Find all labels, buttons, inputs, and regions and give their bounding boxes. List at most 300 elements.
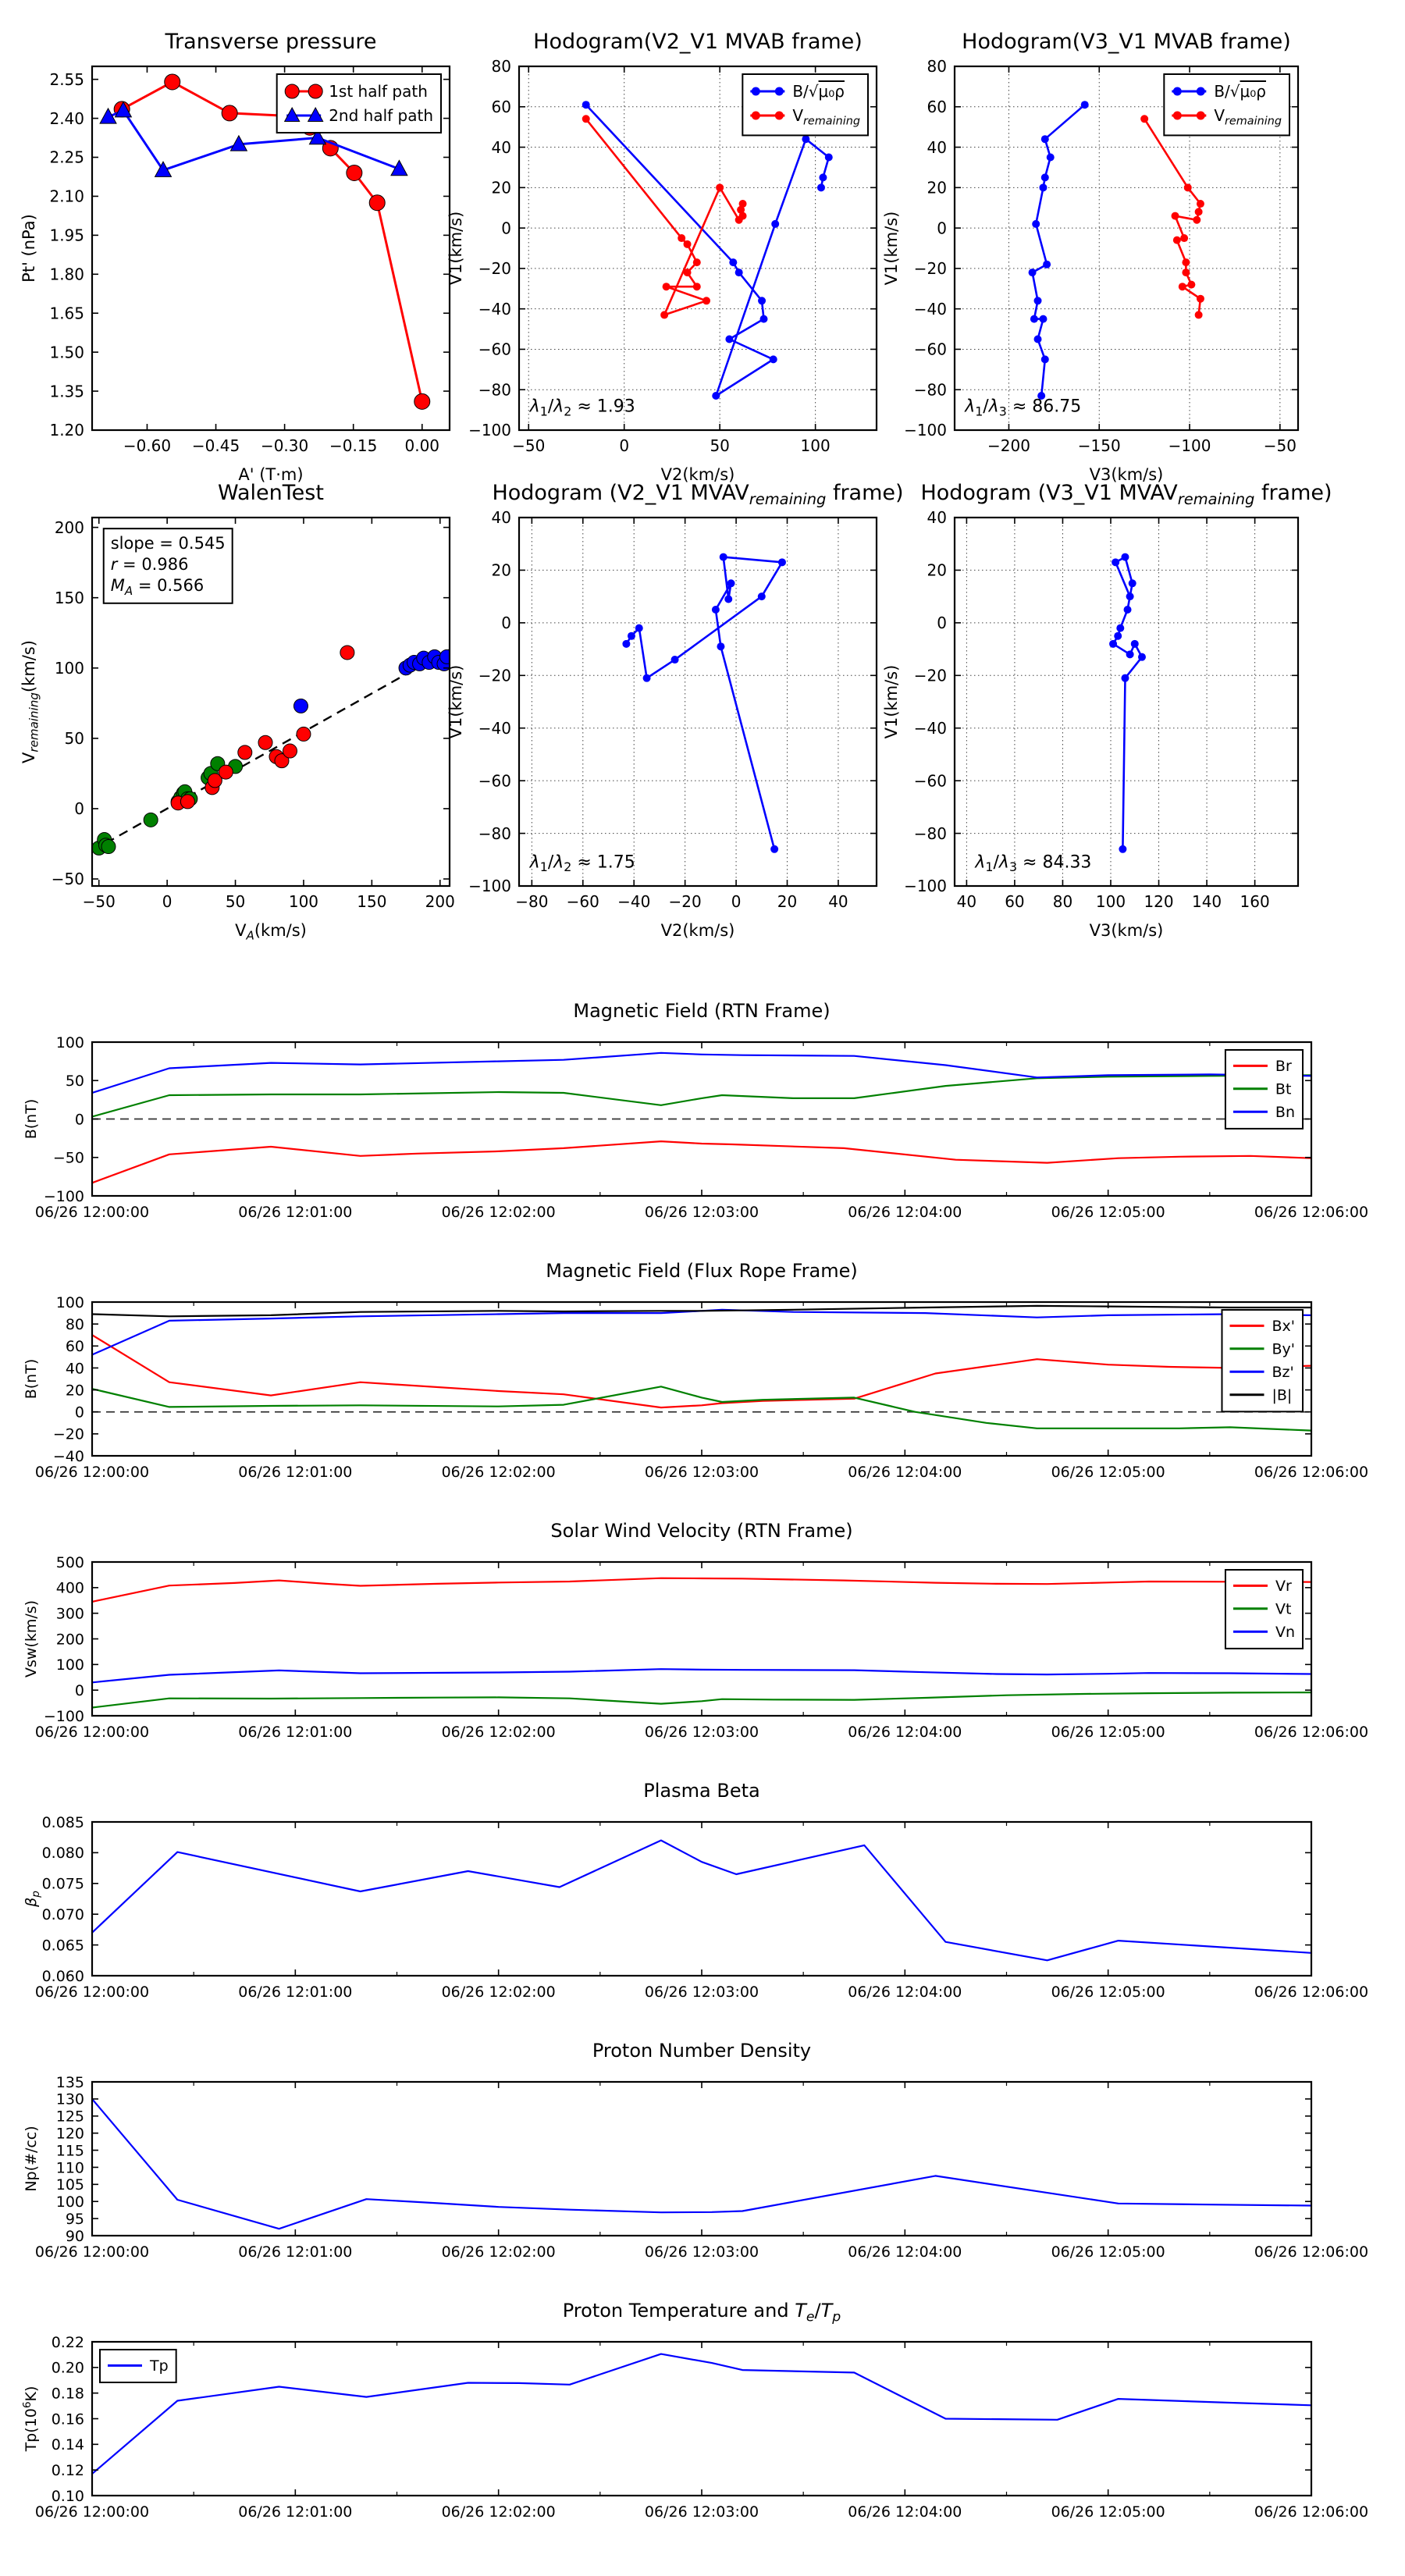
point-marker	[678, 234, 685, 242]
y-tick-label: 40	[927, 137, 947, 157]
point-marker	[752, 87, 760, 96]
point-marker	[1184, 183, 1192, 191]
y-tick-label: 90	[65, 2227, 84, 2245]
point-marker	[1034, 297, 1042, 304]
legend-label: Bt	[1275, 1080, 1292, 1098]
point-marker	[825, 154, 833, 162]
point-marker	[347, 165, 362, 180]
y-tick-label: −100	[468, 421, 511, 440]
y-tick-label: −100	[904, 421, 947, 440]
point-marker	[1131, 640, 1139, 648]
y-axis-label: V1(km/s)	[446, 664, 465, 739]
legend-label: Tp	[150, 2357, 169, 2375]
y-tick-label: 0.18	[51, 2385, 84, 2403]
x-tick-label: 06/26 12:01:00	[238, 2243, 353, 2261]
point-marker	[1172, 212, 1179, 220]
y-tick-label: −80	[913, 380, 947, 400]
legend-label: 1st half path	[329, 82, 428, 101]
point-marker	[1197, 200, 1204, 208]
y-tick-label: 0	[937, 614, 947, 633]
y-axis-label: B(nT)	[23, 1098, 40, 1140]
point-marker	[684, 240, 692, 248]
y-tick-label: −100	[43, 1187, 84, 1205]
chart-title: Proton Temperature and $T_e/T_p$	[562, 2300, 841, 2325]
point-marker	[1173, 87, 1182, 96]
point-marker	[693, 258, 701, 266]
point-marker	[219, 765, 233, 779]
point-marker	[582, 101, 590, 109]
y-tick-label: 0	[74, 799, 84, 819]
point-marker	[1140, 115, 1148, 123]
point-marker	[684, 269, 692, 276]
x-tick-label: −20	[668, 892, 702, 911]
x-tick-label: 06/26 12:06:00	[1254, 1204, 1369, 1221]
x-tick-label: 06/26 12:03:00	[644, 1204, 759, 1221]
chart-title: Plasma Beta	[643, 1780, 760, 1802]
x-tick-label: 06/26 12:01:00	[238, 1204, 353, 1221]
point-marker	[1047, 154, 1055, 162]
y-tick-label: 20	[927, 560, 947, 580]
chart-title: Solar Wind Velocity (RTN Frame)	[550, 1520, 853, 1542]
point-marker	[712, 606, 720, 614]
point-marker	[1197, 112, 1205, 120]
point-marker	[1173, 237, 1181, 244]
y-tick-label: −60	[913, 340, 947, 359]
x-tick-label: 06/26 12:06:00	[1254, 2243, 1369, 2261]
y-tick-label: 0.20	[51, 2359, 84, 2377]
chart-title: Hodogram (V2_V1 $MVAV_{remaining}$ frame)	[492, 481, 904, 508]
point-marker	[758, 297, 766, 304]
point-marker	[628, 632, 635, 640]
point-marker	[1187, 281, 1195, 289]
legend-label: Br	[1275, 1058, 1292, 1075]
point-marker	[1116, 624, 1124, 632]
point-marker	[752, 112, 760, 120]
y-tick-label: 0	[74, 1404, 84, 1421]
point-marker	[716, 183, 724, 191]
point-marker	[1121, 553, 1129, 561]
y-tick-label: 200	[54, 518, 84, 537]
x-tick-label: 06/26 12:01:00	[238, 2503, 353, 2521]
x-tick-label: 06/26 12:00:00	[34, 1464, 150, 1481]
y-tick-label: 20	[65, 1382, 84, 1400]
point-marker	[1029, 269, 1037, 276]
y-tick-label: 60	[65, 1338, 84, 1356]
x-tick-label: 06/26 12:03:00	[644, 1724, 759, 1741]
y-axis-label: $\beta_p$	[23, 1891, 43, 1907]
x-tick-label: −50	[512, 436, 546, 455]
point-marker	[1032, 220, 1040, 228]
y-tick-label: −20	[478, 259, 511, 279]
legend-label: $V_{remaining}$	[792, 106, 860, 128]
y-tick-label: 1.35	[49, 382, 84, 401]
x-tick-label: 0	[731, 892, 742, 911]
legend	[277, 74, 441, 133]
x-tick-label: 50	[710, 436, 730, 455]
y-tick-label: −80	[913, 824, 947, 843]
y-tick-label: 115	[55, 2142, 84, 2160]
point-marker	[1109, 640, 1117, 648]
x-tick-label: −80	[515, 892, 549, 911]
point-marker	[729, 258, 737, 266]
y-tick-label: 1.20	[49, 421, 84, 440]
x-tick-label: −40	[617, 892, 651, 911]
y-tick-label: 110	[55, 2159, 84, 2177]
point-marker	[802, 135, 809, 143]
point-marker	[1034, 336, 1042, 343]
legend	[1164, 74, 1289, 135]
point-marker	[1041, 173, 1049, 181]
annotation: $\lambda_1/\lambda_2 \approx 1.75$	[529, 852, 635, 875]
point-marker	[635, 624, 643, 632]
point-marker	[1039, 315, 1047, 323]
point-marker	[1138, 653, 1146, 661]
y-tick-label: 0	[74, 1682, 84, 1700]
point-marker	[1114, 632, 1122, 640]
point-marker	[720, 553, 727, 561]
y-tick-label: −100	[43, 1707, 84, 1725]
legend-label: Bz'	[1272, 1363, 1294, 1381]
x-tick-label: 140	[1191, 892, 1222, 911]
point-marker	[1112, 558, 1119, 566]
x-tick-label: 06/26 12:04:00	[848, 2503, 962, 2521]
x-tick-label: 0.00	[404, 436, 440, 455]
x-tick-label: −0.60	[123, 436, 172, 455]
y-tick-label: −60	[478, 340, 511, 359]
x-tick-label: 100	[288, 892, 319, 911]
point-marker	[727, 579, 735, 587]
stats-box	[104, 528, 233, 603]
x-tick-label: 06/26 12:05:00	[1051, 2503, 1165, 2521]
x-tick-label: 20	[777, 892, 798, 911]
point-marker	[1126, 592, 1134, 600]
y-tick-label: −20	[52, 1425, 84, 1443]
y-axis-label: Np(#/cc)	[23, 2126, 40, 2192]
point-marker	[1179, 283, 1186, 290]
x-tick-label: 06/26 12:02:00	[441, 1464, 556, 1481]
x-axis-label: V2(km/s)	[660, 921, 735, 940]
x-tick-label: 06/26 12:03:00	[644, 2243, 759, 2261]
point-marker	[340, 646, 354, 660]
x-tick-label: 06/26 12:02:00	[441, 1984, 556, 2001]
point-marker	[1041, 355, 1049, 363]
y-tick-label: 300	[55, 1605, 84, 1623]
point-marker	[222, 105, 237, 121]
y-axis-label: Vsw(km/s)	[23, 1599, 40, 1678]
chart-title: Magnetic Field (RTN Frame)	[573, 1000, 831, 1022]
y-tick-label: −40	[913, 299, 947, 318]
x-tick-label: 06/26 12:00:00	[34, 1984, 150, 2001]
point-marker	[1180, 234, 1188, 242]
point-marker	[771, 220, 779, 228]
y-tick-label: −40	[478, 718, 511, 738]
point-marker	[819, 173, 827, 181]
x-tick-label: 06/26 12:04:00	[848, 1464, 962, 1481]
y-tick-label: 95	[65, 2210, 84, 2228]
y-tick-label: 1.95	[49, 226, 84, 245]
y-tick-label: −20	[913, 666, 947, 685]
y-tick-label: 0	[74, 1111, 84, 1129]
x-tick-label: −50	[82, 892, 116, 911]
x-tick-label: 06/26 12:00:00	[34, 1724, 150, 1741]
x-tick-label: 50	[225, 892, 246, 911]
y-tick-label: 0	[501, 614, 511, 633]
x-tick-label: −0.15	[329, 436, 378, 455]
point-marker	[739, 200, 747, 208]
y-tick-label: 40	[491, 508, 511, 528]
point-marker	[775, 87, 784, 96]
point-marker	[180, 795, 194, 809]
y-axis-label: $Tp(10^6K)$	[20, 2386, 40, 2452]
point-marker	[238, 745, 252, 760]
y-tick-label: −60	[478, 771, 511, 791]
x-tick-label: −0.45	[191, 436, 240, 455]
x-axis-label: V3(km/s)	[1089, 465, 1164, 484]
y-tick-label: −40	[913, 718, 947, 738]
y-tick-label: −80	[478, 380, 511, 400]
point-marker	[1182, 258, 1190, 266]
y-tick-label: 100	[55, 2194, 84, 2211]
point-marker	[1039, 183, 1047, 191]
y-tick-label: 150	[54, 588, 84, 607]
point-marker	[712, 392, 720, 400]
point-marker	[770, 845, 778, 853]
x-tick-label: 06/26 12:05:00	[1051, 1724, 1165, 1741]
legend-label: Vt	[1275, 1600, 1292, 1618]
x-tick-label: 06/26 12:03:00	[644, 2503, 759, 2521]
x-tick-label: 06/26 12:03:00	[644, 1464, 759, 1481]
legend-label: Bx'	[1272, 1318, 1295, 1335]
y-tick-label: −60	[913, 771, 947, 791]
point-marker	[817, 183, 825, 191]
point-marker	[1195, 311, 1203, 318]
y-tick-label: 200	[55, 1631, 84, 1649]
y-axis-label: V1(km/s)	[882, 211, 901, 286]
x-tick-label: 06/26 12:06:00	[1254, 2503, 1369, 2521]
point-marker	[144, 813, 158, 827]
x-tick-label: 06/26 12:00:00	[34, 2243, 150, 2261]
point-marker	[770, 355, 777, 363]
chart-title: Magnetic Field (Flux Rope Frame)	[546, 1260, 858, 1282]
stats-line: $M_A = 0.566$	[110, 576, 205, 598]
x-axis-label: V2(km/s)	[660, 465, 735, 484]
point-marker	[582, 115, 590, 123]
x-tick-label: 06/26 12:05:00	[1051, 1984, 1165, 2001]
y-tick-label: 40	[65, 1360, 84, 1378]
y-tick-label: 130	[55, 2090, 84, 2108]
chart-title: Transverse pressure	[165, 30, 377, 54]
point-marker	[1197, 87, 1205, 96]
y-tick-label: 0.16	[51, 2411, 84, 2428]
legend	[1225, 1050, 1303, 1129]
x-tick-label: 150	[357, 892, 387, 911]
point-marker	[1121, 674, 1129, 682]
point-marker	[725, 336, 733, 343]
point-marker	[1126, 650, 1134, 658]
x-tick-label: 40	[956, 892, 977, 911]
point-marker	[285, 84, 299, 98]
y-tick-label: 0.085	[41, 1813, 84, 1831]
point-marker	[1030, 315, 1038, 323]
point-marker	[283, 744, 297, 758]
y-tick-label: 50	[64, 729, 84, 749]
point-marker	[671, 656, 679, 664]
point-marker	[293, 699, 308, 713]
point-marker	[622, 640, 630, 648]
y-tick-label: −20	[913, 259, 947, 279]
y-tick-label: 125	[55, 2108, 84, 2126]
chart-title: Hodogram(V2_V1 MVAB frame)	[533, 30, 863, 54]
x-tick-label: −0.30	[260, 436, 309, 455]
x-tick-label: 160	[1240, 892, 1270, 911]
y-tick-label: 1.50	[49, 343, 84, 362]
y-tick-label: 120	[55, 2125, 84, 2143]
y-tick-label: 50	[65, 1073, 84, 1091]
point-marker	[1195, 208, 1203, 215]
point-marker	[1182, 269, 1190, 276]
legend-label: $V_{remaining}$	[1214, 106, 1282, 128]
point-marker	[778, 558, 786, 566]
x-tick-label: 06/26 12:02:00	[441, 1724, 556, 1741]
chart-title: Hodogram(V3_V1 MVAB frame)	[962, 30, 1291, 54]
point-marker	[693, 283, 701, 290]
y-tick-label: 0.12	[51, 2462, 84, 2480]
x-tick-label: 06/26 12:00:00	[34, 2503, 150, 2521]
point-marker	[297, 727, 311, 741]
y-tick-label: 0.070	[41, 1906, 84, 1924]
point-marker	[1197, 295, 1204, 303]
point-marker	[643, 674, 651, 682]
x-tick-label: 06/26 12:06:00	[1254, 1724, 1369, 1741]
x-tick-label: 06/26 12:01:00	[238, 1724, 353, 1741]
chart-title: Hodogram (V3_V1 $MVAV_{remaining}$ frame)	[920, 481, 1332, 508]
legend-label: |B|	[1272, 1386, 1293, 1404]
y-tick-label: 2.10	[49, 187, 84, 206]
y-tick-label: 20	[927, 178, 947, 197]
point-marker	[1119, 845, 1126, 853]
stats-line: r = 0.986	[110, 555, 189, 575]
point-marker	[369, 195, 385, 211]
chart-title: Proton Number Density	[592, 2040, 812, 2062]
legend-label: By'	[1272, 1340, 1295, 1358]
y-tick-label: 0.080	[41, 1845, 84, 1863]
legend	[742, 74, 868, 135]
y-tick-label: 100	[55, 1034, 84, 1051]
y-tick-label: 135	[55, 2073, 84, 2091]
point-marker	[101, 840, 116, 854]
y-tick-label: −40	[52, 1447, 84, 1465]
x-tick-label: 60	[1005, 892, 1025, 911]
x-tick-label: 06/26 12:05:00	[1051, 2243, 1165, 2261]
x-axis-label: $V_A(km/s)$	[235, 921, 307, 943]
x-tick-label: 06/26 12:05:00	[1051, 1204, 1165, 1221]
y-tick-label: 80	[65, 1315, 84, 1333]
x-tick-label: 200	[425, 892, 455, 911]
y-axis-label: Pt' (nPa)	[20, 214, 38, 283]
x-tick-label: −50	[1263, 436, 1297, 455]
point-marker	[258, 735, 272, 749]
y-tick-label: −100	[468, 877, 511, 896]
y-tick-label: 2.40	[49, 109, 84, 128]
y-tick-label: 80	[927, 57, 947, 76]
x-tick-label: 06/26 12:01:00	[238, 1464, 353, 1481]
point-marker	[724, 596, 732, 603]
legend-label: 2nd half path	[329, 106, 433, 125]
y-tick-label: 0.065	[41, 1937, 84, 1955]
y-tick-label: −50	[52, 1149, 84, 1167]
legend-label: B/√μ₀ρ	[1214, 82, 1266, 101]
x-tick-label: −100	[1168, 436, 1211, 455]
stats-line: slope = 0.545	[110, 534, 226, 553]
point-marker	[758, 592, 766, 600]
point-marker	[735, 269, 743, 276]
annotation: $\lambda_1/\lambda_3 \approx 84.33$	[975, 852, 1092, 875]
y-tick-label: 105	[55, 2176, 84, 2194]
chart-title: WalenTest	[218, 481, 324, 505]
point-marker	[663, 283, 670, 290]
legend-label: Bn	[1275, 1103, 1295, 1121]
legend	[1225, 1570, 1303, 1649]
point-marker	[1129, 579, 1136, 587]
point-marker	[1173, 112, 1182, 120]
x-tick-label: −200	[987, 436, 1030, 455]
y-tick-label: 0	[937, 219, 947, 238]
y-tick-label: −20	[478, 666, 511, 685]
annotation: $\lambda_1/\lambda_3 \approx 86.75$	[965, 397, 1082, 419]
legend	[100, 2350, 176, 2382]
point-marker	[1041, 135, 1049, 143]
x-tick-label: 06/26 12:02:00	[441, 2503, 556, 2521]
point-marker	[717, 642, 724, 650]
x-tick-label: 120	[1144, 892, 1174, 911]
legend-label: Vr	[1275, 1578, 1292, 1595]
y-tick-label: 2.55	[49, 69, 84, 89]
x-tick-label: 06/26 12:04:00	[848, 1204, 962, 1221]
y-tick-label: 400	[55, 1579, 84, 1597]
x-tick-label: 0	[619, 436, 630, 455]
y-tick-label: 0.22	[51, 2333, 84, 2351]
y-tick-label: 60	[491, 97, 511, 116]
x-tick-label: −60	[566, 892, 599, 911]
y-tick-label: 0.14	[51, 2436, 84, 2454]
y-tick-label: −50	[51, 870, 84, 889]
y-axis-label: V1(km/s)	[446, 211, 465, 286]
point-marker	[308, 84, 322, 98]
y-tick-label: 500	[55, 1553, 84, 1571]
legend	[1222, 1310, 1303, 1411]
y-tick-label: 0.060	[41, 1967, 84, 1985]
y-tick-label: 0.10	[51, 2487, 84, 2505]
y-tick-label: 100	[54, 658, 84, 678]
y-tick-label: −100	[904, 877, 947, 896]
x-tick-label: 0	[162, 892, 173, 911]
y-tick-label: 1.65	[49, 304, 84, 323]
y-tick-label: 40	[927, 508, 947, 528]
y-tick-label: 0.075	[41, 1875, 84, 1893]
point-marker	[1193, 216, 1200, 224]
point-marker	[1124, 606, 1132, 614]
x-tick-label: 06/26 12:03:00	[644, 1984, 759, 2001]
point-marker	[1043, 261, 1051, 269]
x-tick-label: −150	[1077, 436, 1121, 455]
x-tick-label: 06/26 12:04:00	[848, 1724, 962, 1741]
x-tick-label: 40	[828, 892, 848, 911]
y-tick-label: 0	[501, 219, 511, 238]
y-tick-label: 60	[927, 97, 947, 116]
x-tick-label: 06/26 12:01:00	[238, 1984, 353, 2001]
y-axis-label: V1(km/s)	[882, 664, 901, 739]
legend-label: B/√μ₀ρ	[792, 82, 845, 101]
